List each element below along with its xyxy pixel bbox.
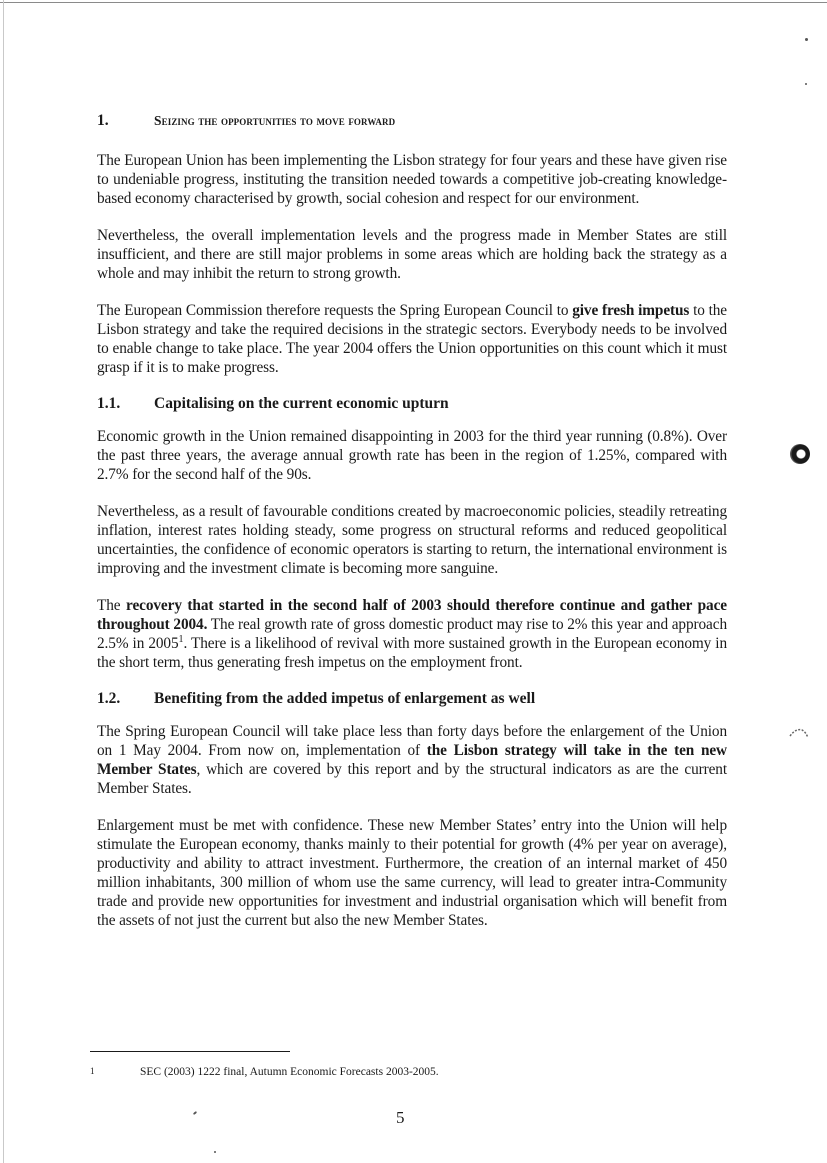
section-title: Seizing the opportunities to move forward (154, 113, 396, 128)
text-run: to the Lisbon strategy and take the required decisions in the strategic sectors. Everybody needs to be involved to enable change to take place. The year 2004 offers the Union opportunities on this count which it must grasp if it is to make progress. (97, 302, 727, 376)
paragraph (97, 722, 727, 798)
scan-speck (214, 1151, 216, 1153)
text-run: The (97, 597, 127, 614)
scan-speck (805, 38, 808, 41)
subsection-title: Benefiting from the added impetus of enlargement as well (154, 690, 536, 707)
bold-text: give fresh impetus (572, 302, 690, 319)
text-run: . There is a likelihood of revival with more sustained growth in the European economy in the short term, thus generating fresh impetus on the employment front. (97, 635, 727, 671)
footnote-mark: 1 (90, 1066, 95, 1076)
punch-hole-mark (790, 444, 810, 464)
footnote-reference[interactable]: 1 (178, 633, 184, 645)
paragraph: The European Union has been implementing the Lisbon strategy for four years and these have given rise to undeniable progress, instituting the transition needed towards a competitive job-creating knowledge-based economy characterised by growth, social cohesion and respect for our environment. (97, 152, 727, 207)
footnote (90, 1066, 439, 1078)
scan-edge-left (3, 0, 4, 1163)
paragraph (97, 596, 727, 672)
footnote-separator (90, 1051, 290, 1052)
page-number: 5 (396, 1108, 405, 1127)
paragraph: Nevertheless, the overall implementation levels and the progress made in Member States are still insufficient, and there are still major problems in some areas which are holding back the strategy as a whole and may inhibit the return to strong growth. (97, 227, 727, 282)
scan-smudge-mark (788, 726, 810, 740)
section-number: 1. (97, 112, 109, 129)
bold-text: the Lisbon strategy will take in the ten new Member States (97, 742, 727, 778)
subsection-heading (97, 395, 727, 413)
text-run: The Spring European Council will take place less than forty days before the enlargement of the Union on 1 May 2004. From now on, implementation of (97, 723, 727, 759)
paragraph: Enlargement must be met with confidence. These new Member States’ entry into the Union will help stimulate the European economy, thanks mainly to their potential for growth (4% per year on average), productivity and ability to attract investment. Furthermore, the creation of an internal market of 450 million inhabitants, 300 million of whom use the same currency, will lead to greater intra-Community trade and provide new opportunities for investment and industrial organisation which will benefit from the assets of not just the current but also the new Member States. (97, 817, 727, 929)
scan-speck (805, 83, 807, 85)
section-heading (97, 112, 727, 130)
subsection-title: Capitalising on the current economic upturn (154, 395, 449, 412)
text-run: , which are covered by this report and by the structural indicators as are the current Member States. (97, 761, 728, 797)
paragraph: Nevertheless, as a result of favourable conditions created by macroeconomic policies, steadily retreating inflation, interest rates holding steady, some progress on structural reforms and reduced geopolitical uncertainties, the confidence of economic operators is starting to return, the international environment is improving and the investment climate is becoming more sanguine. (97, 503, 727, 577)
paragraph (97, 301, 727, 377)
bold-text: recovery that started in the second half of 2003 should therefore continue and gather pace throughout 2004. (97, 597, 727, 633)
subsection-heading (97, 690, 727, 708)
text-run: The real growth rate of gross domestic product may rise to 2% this year and approach 2.5% in 2005 (97, 616, 727, 652)
scan-edge-top (0, 2, 827, 3)
subsection-number: 1.1. (97, 395, 121, 412)
paragraph: Economic growth in the Union remained disappointing in 2003 for the third year running (0.8%). Over the past three years, the average annual growth rate has been in the region of 1.25%, compared with 2.7% for the second half of the 90s. (97, 428, 727, 483)
document-page (97, 112, 727, 948)
footnote-text: SEC (2003) 1222 final, Autumn Economic Forecasts 2003-2005. (140, 1066, 439, 1078)
text-run: The European Commission therefore requests the Spring European Council to (97, 302, 573, 319)
subsection-number: 1.2. (97, 690, 121, 707)
scan-speck (193, 1111, 197, 1115)
